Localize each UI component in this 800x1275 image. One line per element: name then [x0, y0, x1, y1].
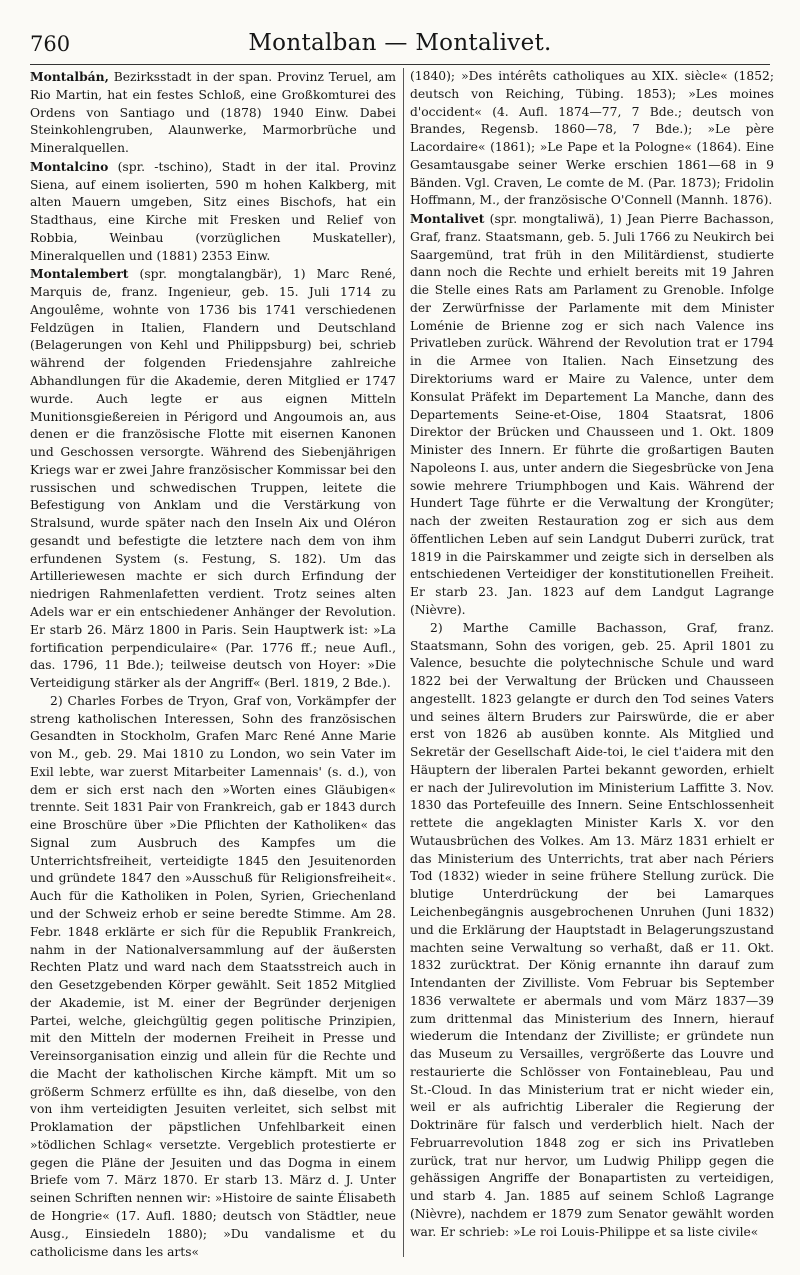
headword-montalivet: Montalivet	[410, 211, 485, 227]
entry-text-montalcino: (spr. -tschino), Stadt in der ital. Provinz Siena, auf einem isolierten, 590 m hohen Kalkberg, mit alten Mauern umgeben, Sitz eines Bischofs, hat ein Stadthaus, eine Kirche mit Fresken und Relief von Robbia, Weinbau (vorzüglichen Muskateller), Mineralquellen und (1881) 2353 Einw.	[30, 159, 396, 263]
entry-montalembert	[30, 265, 396, 692]
running-head: Montalban — Montalivet.	[248, 30, 552, 56]
entry-montalivet	[410, 210, 774, 620]
right-column	[410, 68, 774, 1263]
headword-montalembert: Montalembert	[30, 266, 129, 282]
header-rule	[30, 64, 770, 65]
headword-montalcino: Montalcino	[30, 158, 109, 174]
page-header	[30, 14, 770, 60]
entry-montalembert-charles: 2) Charles Forbes de Tryon, Graf von, Vorkämpfer der streng katholischen Interessen, Sohn des französischen Gesandten in Stockholm, Grafen Marc René Anne Marie von M., geb. 29. Mai 1810 zu London, wo sein Vater im Exil lebte, war zuerst Mitarbeiter Lamennais' (s. d.), von dem er sich erst nach den »Worten eines Gläubigen« trennte. Seit 1831 Pair von Frankreich, gab er 1843 durch eine Broschüre über »Die Pflichten der Katholiken« das Signal zum Ausbruch des Kampfes um die Unterrichtsfreiheit, verteidigte 1845 den Jesuitenorden und gründete 1847 den »Ausschuß für Religionsfreiheit«. Auch für die Katholiken in Polen, Syrien, Griechenland und der Schweiz erhob er seine beredte Stimme. Am 28. Febr. 1848 erklärte er sich für die Republik Frankreich, nahm in der Nationalversammlung auf der äußersten Rechten Platz und ward nach dem Staatsstreich auch in den Gesetzgebenden Körper gewählt. Seit 1852 Mitglied der Akademie, ist M. einer der Begründer derjenigen Partei, welche, gleichgültig gegen politische Prinzipien, mit den Mitteln der modernen Freiheit in Presse und Vereinsorganisation einzig und allein für die Rechte und die Macht der katholischen Kirche kämpft. Mit um so größerm Schmerz erfüllte es ihn, daß dieselbe, von den von ihm verteidigten Jesuiten verleitet, sich selbst mit Proklamation der päpstlichen Unfehlbarkeit einen »tödlichen Schlag« versetzte. Vergeblich protestierte er gegen die Pläne der Jesuiten und das Dogma in einem Briefe vom 7. März 1870. Er starb 13. März d. J. Unter seinen Schriften nennen wir: »Histoire de sainte Élisabeth de Hongrie« (17. Aufl. 1880; deutsch von Städtler, neue Ausg., Einsiedeln 1880); »Du vandalisme et du catholicisme dans les arts«	[30, 693, 396, 1259]
entry-text-montalembert: (spr. mongtalangbär), 1) Marc René, Marquis de, franz. Ingenieur, geb. 15. Juli 1714 zu Angoulême, wohnte von 1736 bis 1741 verschiedenen Feldzügen in Italien, Flandern und Deutschland (Belagerungen von Kehl und Philippsburg) bei, schrieb während der folgenden Friedensjahre zahlreiche Abhandlungen für die Akademie, deren Mitglied er 1747 wurde. Auch legte er aus eignen Mitteln Munitionsgießereien in Périgord und Angoumois an, aus denen er die französische Flotte mit eisernen Kanonen und Geschossen versorgte. Während des Siebenjährigen Kriegs war er zwei Jahre französischer Kommissar bei den russischen und schwedischen Truppen, leitete die Befestigung von Anklam und die Verstärkung von Stralsund, wurde später nach den Inseln Aix und Oléron gesandt und befestigte die letztere nach dem von ihm erfundenen System (s. Festung, S. 182). Um das Artilleriewesen machte er sich durch Erfindung der niedrigen Rahmenlafetten verdient. Trotz seines alten Adels war er ein entschiedener Anhänger der Revolution. Er starb 26. März 1800 in Paris. Sein Hauptwerk ist: »La fortification perpendiculaire« (Par. 1776 ff.; neue Aufl., das. 1796, 11 Bde.); teilweise deutsch von Hoyer: »Die Verteidigung stärker als der Angriff« (Berl. 1819, 2 Bde.).	[30, 267, 396, 691]
entry-montalcino	[30, 158, 396, 266]
page-number: 760	[30, 32, 71, 56]
entry-montalembert-continuation: (1840); »Des intérêts catholiques au XIX. siècle« (1852; deutsch von Reiching, Tübing. 1853); »Les moines d'occident« (4. Aufl. 1874—77, 7 Bde.; deutsch von Brandes, Regensb. 1860—78, 7 Bde.); »Le père Lacordaire« (1861); »Le Pape et la Pologne« (1864). Eine Gesamtausgabe seiner Werke erschien 1861—68 in 9 Bänden. Vgl. Craven, Le comte de M. (Par. 1873); Fridolin Hoffmann, M., der französische O'Connell (Mannh. 1876).	[410, 69, 774, 208]
entry-montalivet-marthe: 2) Marthe Camille Bachasson, Graf, franz. Staatsmann, Sohn des vorigen, geb. 25. April 1801 zu Valence, besuchte die polytechnische Schule und ward 1822 bei der Verwaltung der Brücken und Chausseen angestellt. 1823 gelangte er durch den Tod seines Vaters und seines ältern Bruders zur Pairswürde, die er aber erst von 1826 ab ausüben konnte. Als Mitglied und Sekretär der Gesellschaft Aide-toi, le ciel t'aidera mit den Häuptern der liberalen Partei bekannt geworden, erhielt er nach der Julirevolution im Ministerium Laffitte 3. Nov. 1830 das Portefeuille des Innern. Seine Entschlossenheit rettete die angeklagten Minister Karls X. vor den Wutausbrüchen des Volkes. Am 13. März 1831 erhielt er das Ministerium des Unterrichts, trat aber nach Périers Tod (1832) wieder in seine frühere Stellung zurück. Die blutige Unterdrückung der bei Lamarques Leichenbegängnis ausgebrochenen Unruhen (Juni 1832) und die Erklärung der Hauptstadt in Belagerungszustand machten seine Verwaltung so verhaßt, daß er 11. Okt. 1832 zurücktrat. Der König ernannte ihn darauf zum Intendanten der Zivilliste. Vom Februar bis September 1836 verwaltete er abermals und vom März 1837—39 zum drittenmal das Ministerium des Innern, hierauf wiederum die Intendanz der Zivilliste; er gründete nun das Museum zu Versailles, vergrößerte das Louvre und restaurierte die Schlösser von Fontainebleau, Pau und St.-Cloud. In das Ministerium trat er nicht wieder ein, weil er als aufrichtig Liberaler die Regierung der Doktrinäre für falsch und verderblich hielt. Nach der Februarrevolution 1848 zog er sich ins Privatleben zurück, trat nur hervor, um Ludwig Philipp gegen die gehässigen Angriffe der Bonapartisten zu verteidigen, und starb 4. Jan. 1885 auf seinem Schloß Lagrange (Nièvre), nachdem er 1879 zum Senator gewählt worden war. Er schrieb: »Le roi Louis-Philippe et sa liste civile«	[410, 620, 774, 1239]
left-column	[30, 68, 396, 1263]
entry-text-montalban: Bezirksstadt in der span. Provinz Teruel, am Rio Martin, hat ein festes Schloß, eine Großkomturei des Ordens von Santiago und (1878) 1940 Einw. Dabei Steinkohlengruben, Alaunwerke, Marmorbrüche und Mineralquellen.	[30, 70, 396, 156]
entry-montalban	[30, 68, 396, 158]
column-separator	[403, 68, 404, 1257]
entry-text-montalivet: (spr. mongtaliwä), 1) Jean Pierre Bachasson, Graf, franz. Staatsmann, geb. 5. Juli 1766 zu Neukirch bei Saargemünd, trat früh in den Militärdienst, studierte dann noch die Rechte und erhielt bereits mit 19 Jahren die Stelle eines Rats am Parlament zu Grenoble. Infolge der Zerwürfnisse der Parlamente mit dem Minister Loménie de Brienne zog er sich nach Valence ins Privatleben zurück. Während der Revolution trat er 1794 in die Armee von Italien. Nach Einsetzung des Direktoriums ward er Maire zu Valence, unter dem Konsulat Präfekt im Departement La Manche, dann des Departements Seine-et-Oise, 1804 Staatsrat, 1806 Direktor der Brücken und Chausseen und 1. Okt. 1809 Minister des Innern. Er führte die großartigen Bauten Napoleons I. aus, unter andern die Siegesbrücke von Jena sowie mehrere Triumphbogen und Kais. Während der Hundert Tage führte er die Verwaltung der Krongüter; nach der zweiten Restauration zog er sich aus dem öffentlichen Leben auf sein Landgut Duberri zurück, trat 1819 in die Pairskammer und zeigte sich in derselben als entschiedenen Verteidiger der konstitutionellen Freiheit. Er starb 23. Jan. 1823 auf dem Landgut Lagrange (Nièvre).	[410, 212, 774, 617]
headword-montalban: Montalbán,	[30, 69, 109, 84]
